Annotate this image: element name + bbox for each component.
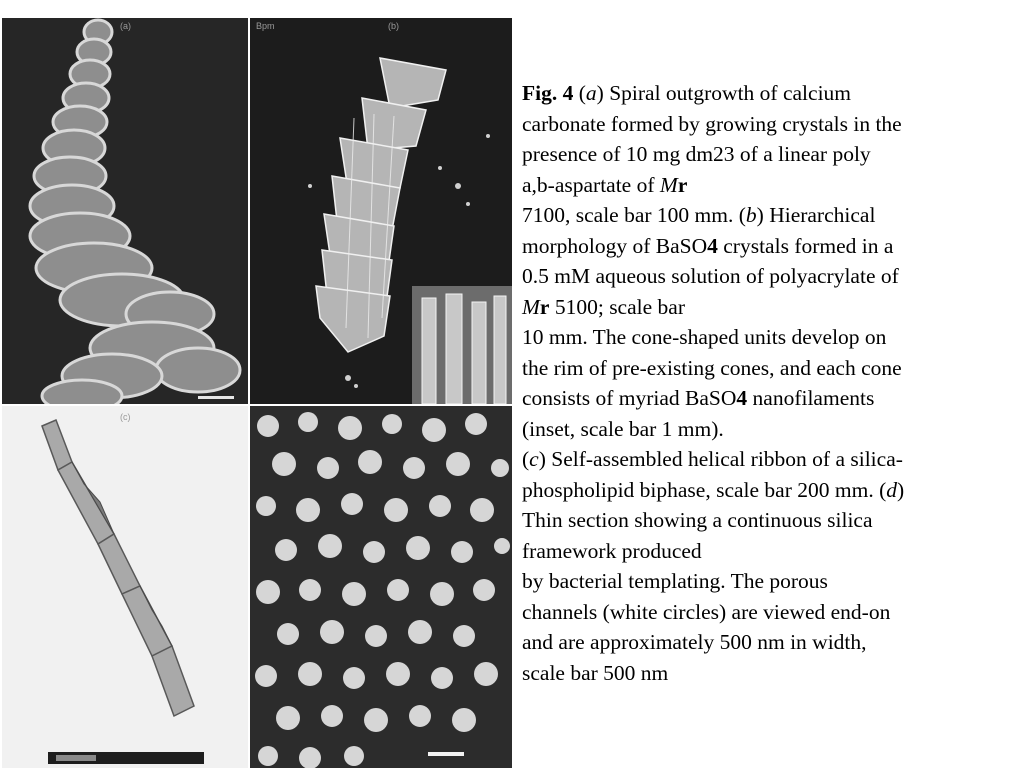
caption-text: a xyxy=(585,81,597,105)
caption-text: ) Spiral outgrowth of calcium xyxy=(596,81,852,105)
caption-line xyxy=(522,78,992,109)
caption-line xyxy=(522,658,992,689)
caption-text: ( xyxy=(522,447,530,471)
panel-b-label: (b) xyxy=(388,21,399,31)
caption-text: M xyxy=(659,172,678,197)
caption-text: ) Hierarchical xyxy=(756,203,876,227)
caption-text: by bacterial templating. The porous xyxy=(522,569,828,593)
caption-line xyxy=(522,566,992,597)
caption-text: r xyxy=(539,294,550,319)
panel-b-micrograph xyxy=(250,18,512,404)
caption-line xyxy=(522,627,992,658)
figure-label: Fig. 4 xyxy=(522,81,574,105)
caption-text: 4 xyxy=(736,386,748,410)
caption-line xyxy=(522,231,992,262)
caption-text: c xyxy=(529,447,539,471)
figure-caption xyxy=(522,78,992,688)
caption-text: crystals formed in a xyxy=(717,233,894,258)
caption-text: scale bar 500 nm xyxy=(522,660,669,685)
caption-text: carbonate formed by growing crystals in the xyxy=(522,111,902,136)
caption-text: channels (white circles) are viewed end-on xyxy=(522,599,891,624)
caption-line xyxy=(522,444,992,475)
caption-line xyxy=(522,383,992,414)
caption-text: ) xyxy=(897,477,905,502)
caption-text: a,b-aspartate of xyxy=(522,172,660,197)
caption-line xyxy=(522,353,992,384)
caption-line xyxy=(522,322,992,353)
caption-text: morphology of BaSO xyxy=(522,233,708,258)
caption-line xyxy=(522,200,992,231)
caption-line xyxy=(522,139,992,170)
caption-text: consists of myriad BaSO xyxy=(522,386,737,410)
caption-text: M xyxy=(522,294,540,319)
caption-text: presence of 10 mg dm23 of a linear poly xyxy=(522,142,871,166)
caption-text: phospholipid biphase, scale bar 200 mm. ( xyxy=(522,477,887,502)
caption-line xyxy=(522,475,992,506)
caption-line xyxy=(522,261,992,292)
caption-line xyxy=(522,536,992,567)
figure-4-micrographs xyxy=(2,18,512,768)
panel-a-micrograph xyxy=(2,18,248,404)
caption-text: ( xyxy=(573,81,586,105)
caption-text: 10 mm. The cone-shaped units develop on xyxy=(522,325,887,349)
panel-d-micrograph xyxy=(250,406,512,768)
caption-text: 0.5 mM aqueous solution of polyacrylate of xyxy=(522,264,899,288)
caption-text: b xyxy=(745,203,757,227)
caption-line xyxy=(522,292,992,323)
caption-text: nanofilaments xyxy=(747,386,875,410)
caption-text: and are approximately 500 nm in width, xyxy=(522,630,867,654)
panel-b-tag: Bpm xyxy=(256,21,275,31)
caption-text: r xyxy=(677,172,688,197)
panel-c-label: (c) xyxy=(120,412,131,422)
panel-a-label: (a) xyxy=(120,21,131,31)
caption-line xyxy=(522,109,992,140)
caption-line xyxy=(522,505,992,536)
caption-line xyxy=(522,414,992,445)
caption-text: d xyxy=(886,477,897,502)
caption-text: Thin section showing a continuous silica xyxy=(522,508,873,532)
caption-text: 4 xyxy=(707,233,718,258)
caption-text: 5100; scale bar xyxy=(549,294,685,319)
caption-line xyxy=(522,170,992,201)
caption-text: 7100, scale bar 100 mm. ( xyxy=(522,203,746,227)
caption-text: framework produced xyxy=(522,538,702,563)
caption-line xyxy=(522,597,992,628)
panel-c-micrograph xyxy=(2,406,248,768)
caption-text: the rim of pre-existing cones, and each cone xyxy=(522,355,902,380)
caption-text: (inset, scale bar 1 mm). xyxy=(522,416,724,441)
caption-text: ) Self-assembled helical ribbon of a silica- xyxy=(538,447,903,471)
